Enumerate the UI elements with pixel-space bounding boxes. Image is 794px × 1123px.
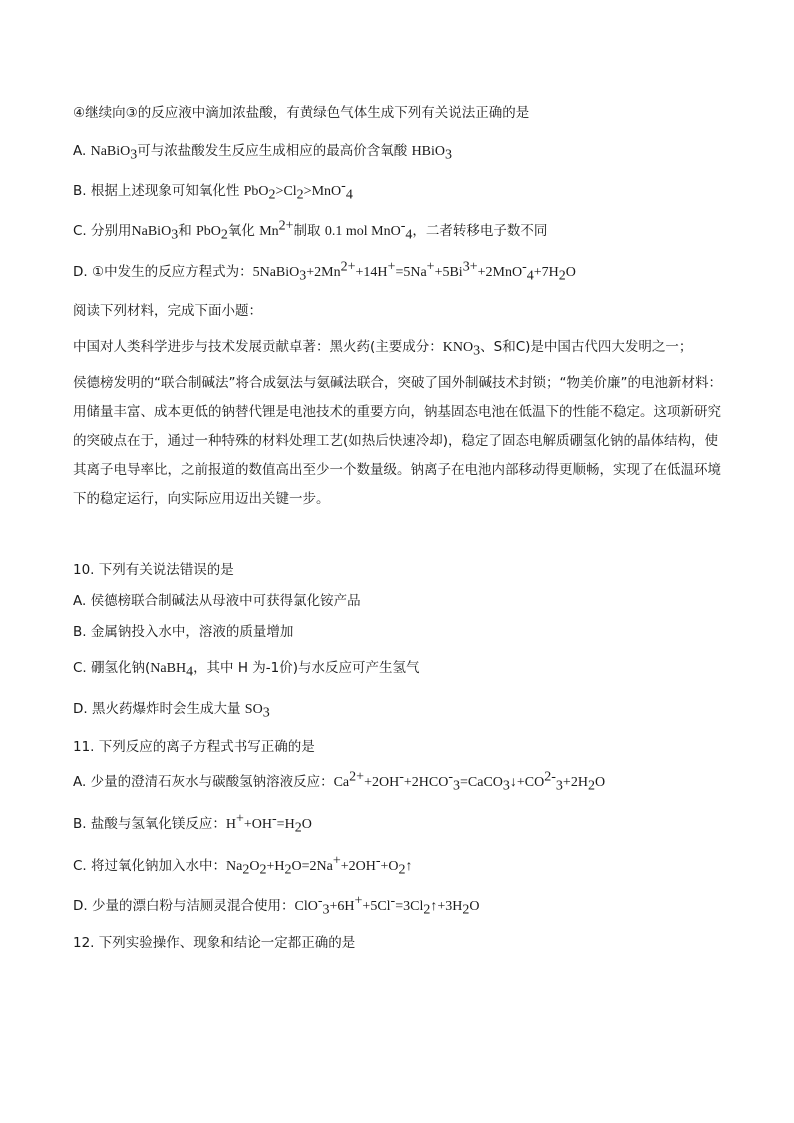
- q10-option-a: A. 侯德榜联合制碱法从母液中可获得氯化铵产品: [73, 593, 361, 609]
- reading-intro: 阅读下列材料，完成下面小题：: [73, 303, 262, 319]
- q9-stem: ④继续向③的反应液中滴加浓盐酸，有黄绿色气体生成下列有关说法正确的是: [73, 105, 530, 121]
- q10-option-c: C. 硼氢化钠(NaBH$_4$，其中 H 为-1价)与水反应可产生氢气: [73, 660, 420, 680]
- q11-stem: 11. 下列反应的离子方程式书写正确的是: [73, 739, 315, 755]
- q11-option-d: D. 少量的漂白粉与洁厕灵混合使用：$ClO^-_3+6H^++5Cl^-=3Cl_2↑+3H_2O$: [73, 893, 480, 918]
- reading-paragraph-line1: 中国对人类科学进步与技术发展贡献卓著：黑火药(主要成分：$KNO_3$、S和C)是中国古代四大发明之一；: [73, 339, 693, 359]
- reading-paragraph: 侯德榜发明的“联合制碱法”将合成氨法与氨碱法联合，突破了国外制碱技术封锁；“物美价廉”的电池新材料：用储量丰富、成本更低的钠替代锂是电池技术的重要方向，钠基固态电池在低温下的性能不稳定。这项新研究的突破点在于，通过一种特殊的材料处理工艺(如热后快速冷却)，稳定了固态电解质硼氢化钠的晶体结构，使其离子电导率比，之前报道的数值高出至少一个数量级。钠离子在电池内部移动得更顺畅，实现了在低温环境下的稳定运行，向实际应用迈出关键一步。: [73, 375, 722, 507]
- q11-option-c: C. 将过氧化钠加入水中：$Na_2O_2+H_2O=2Na^++2OH^-+O_2↑$: [73, 853, 413, 878]
- q9-option-d: D. ①中发生的反应方程式为：$5NaBiO_3+2Mn^{2+}+14H^+=5Na^++5Bi^{3+}+2MnO^-_4+7H_2O$: [73, 259, 576, 284]
- q9-option-a: A. NaBiO$_3$可与浓盐酸发生反应生成相应的最高价含氧酸 HBiO$_3$: [73, 143, 453, 163]
- q10-option-b: B. 金属钠投入水中，溶液的质量增加: [73, 624, 294, 640]
- q11-option-a: A. 少量的澄清石灰水与碳酸氢钠溶液反应：$Ca^{2+}+2OH^-+2HCO^-_3=CaCO_3↓+CO^{2-}_3+2H_2O$: [73, 769, 606, 794]
- q10-option-d: D. 黑火药爆炸时会生成大量 $SO_3$: [73, 701, 270, 721]
- q9-option-c: C. 分别用NaBiO$_3$和 PbO$_2$氧化 $Mn^{2+}$制取 0.1 mol MnO-$_4$，二者转移电子数不同: [73, 218, 548, 243]
- q10-stem: 10. 下列有关说法错误的是: [73, 562, 234, 578]
- q9-option-b: B. 根据上述现象可知氧化性 $PbO_2>Cl_2>MnO^-_4$: [73, 178, 353, 203]
- q12-stem: 12. 下列实验操作、现象和结论一定都正确的是: [73, 935, 356, 951]
- q11-option-b: B. 盐酸与氢氧化镁反应：$H^++OH^-=H_2O$: [73, 811, 312, 836]
